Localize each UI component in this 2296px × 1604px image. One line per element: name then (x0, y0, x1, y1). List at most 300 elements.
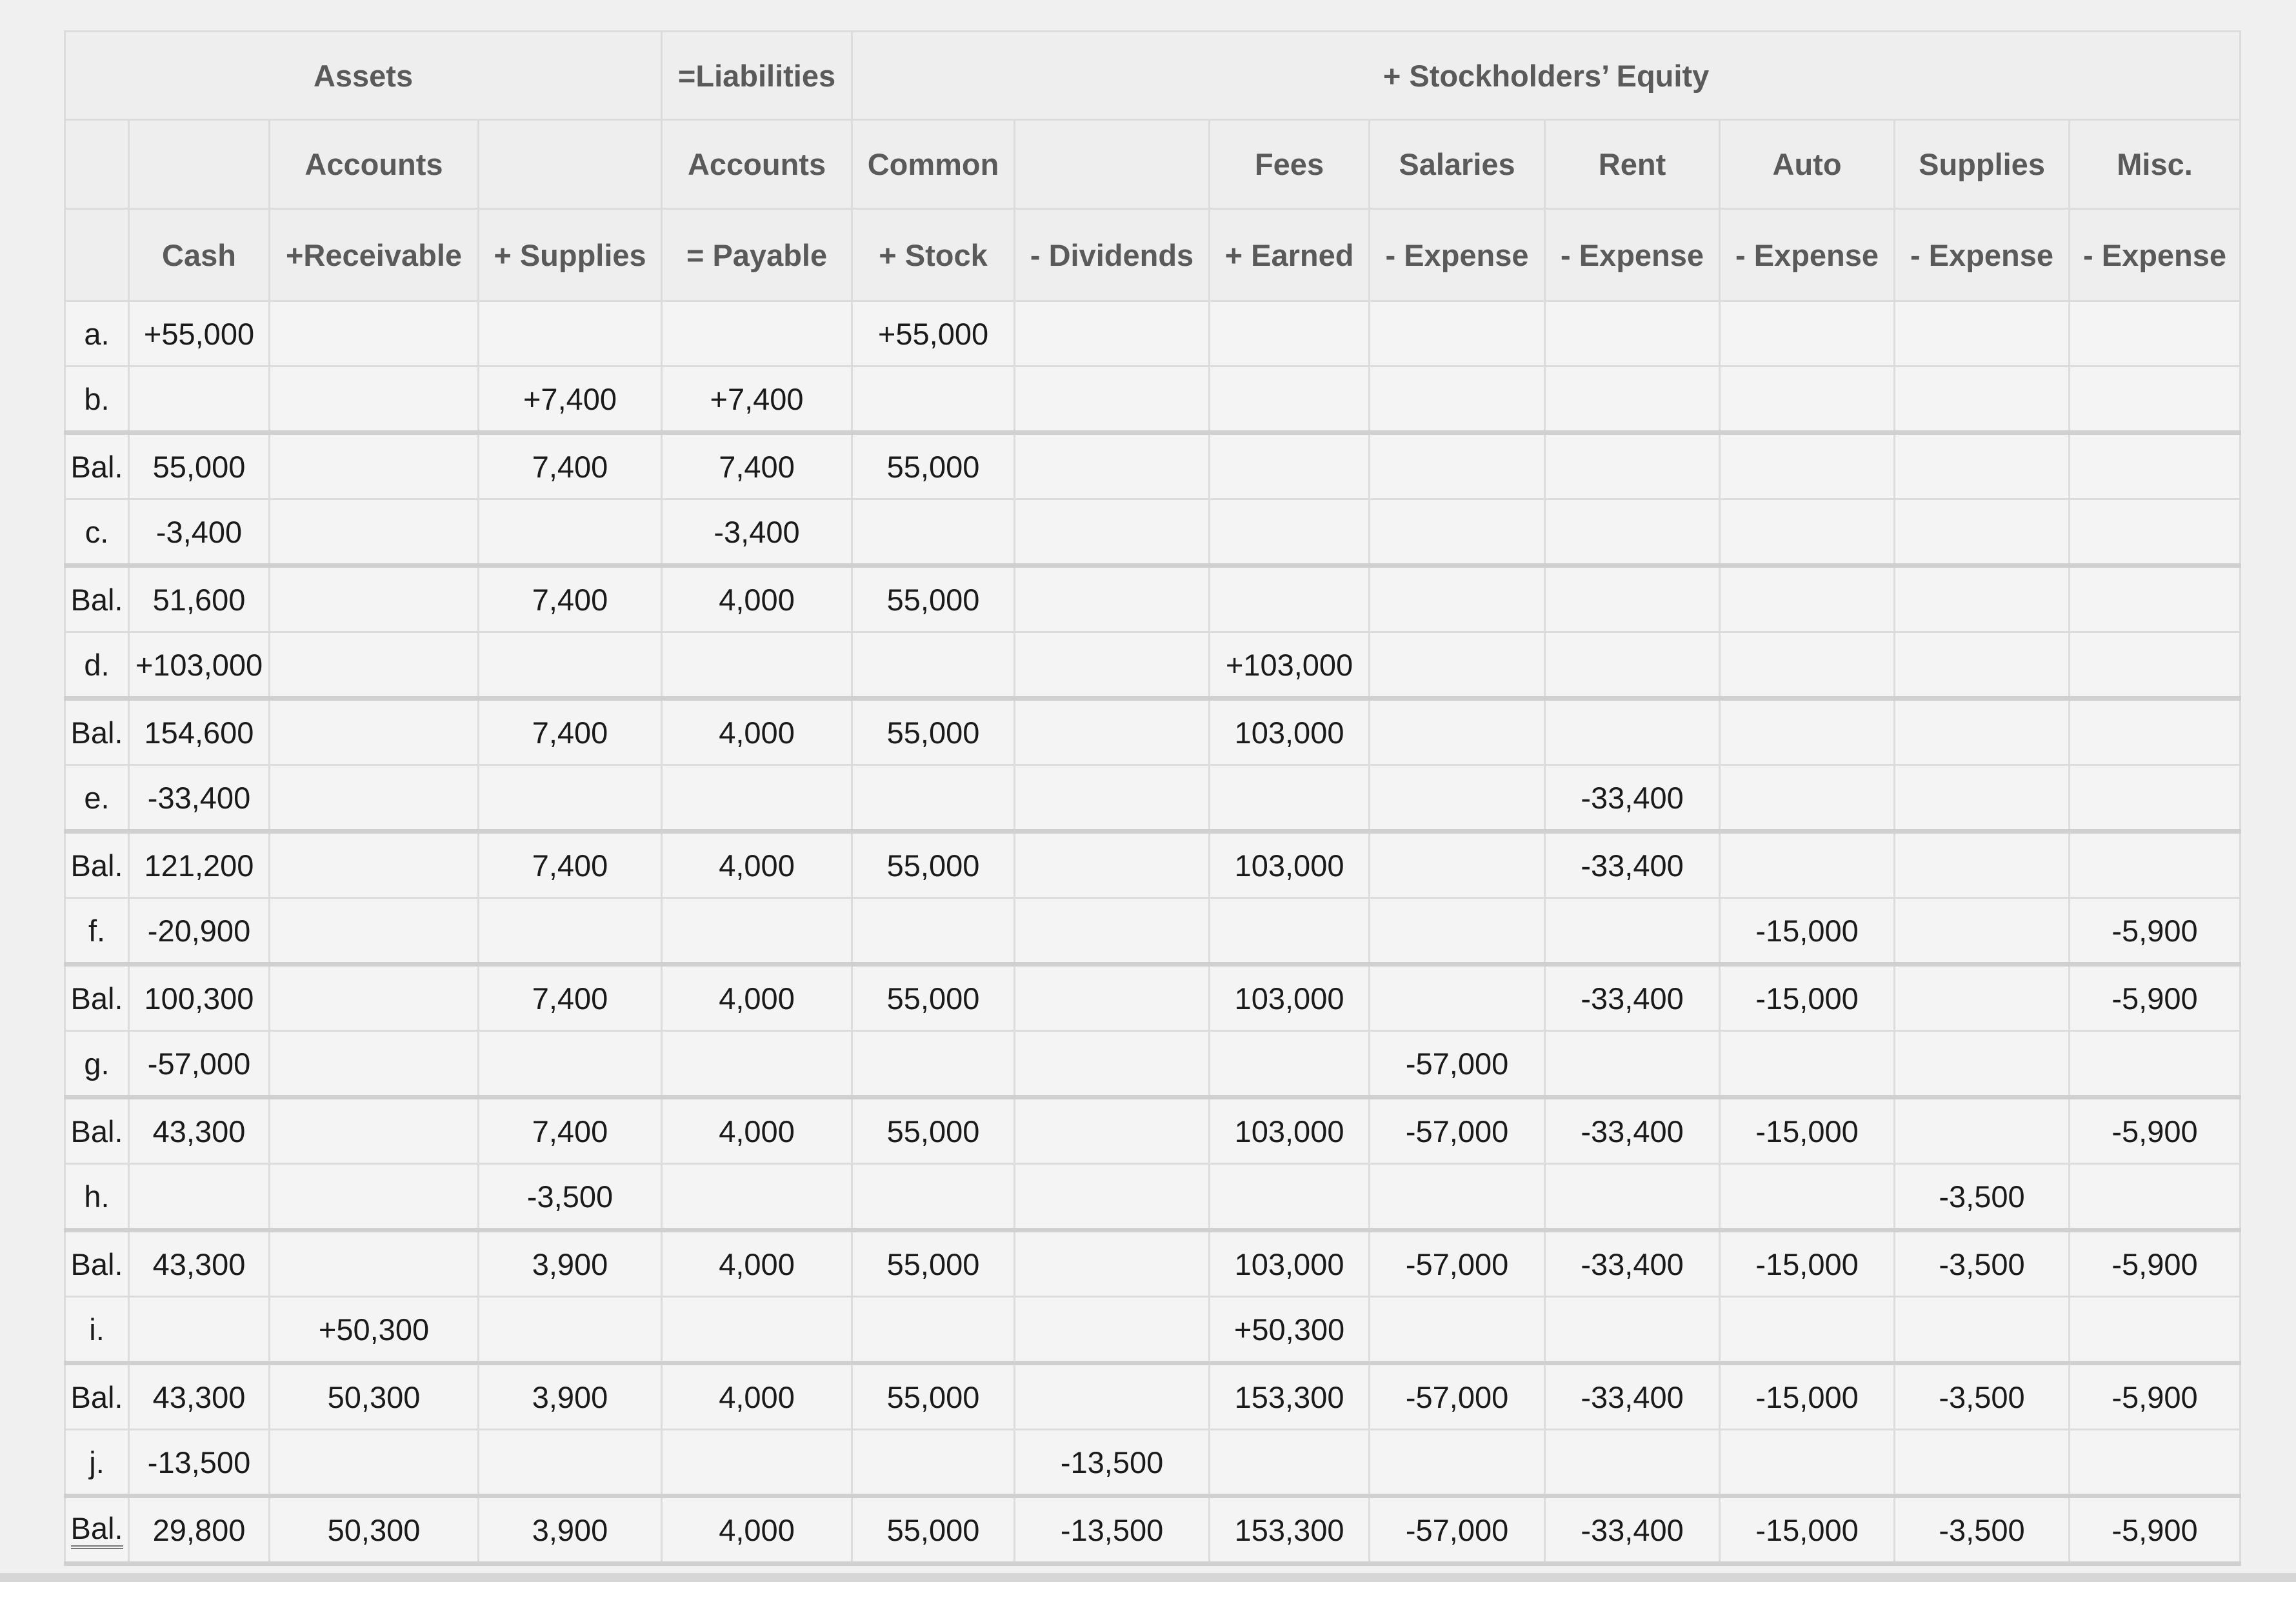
amount-cell: 7,400 (479, 1098, 662, 1164)
amount-cell (852, 1031, 1015, 1098)
amount-cell (1895, 499, 2070, 566)
amount-cell: 7,400 (479, 965, 662, 1031)
amount-cell (2070, 1430, 2241, 1496)
amount-cell (2070, 765, 2241, 832)
amount-cell (662, 301, 852, 366)
final-balance-label: Bal. (71, 1512, 123, 1549)
amount-cell (1720, 1430, 1895, 1496)
amount-cell (1370, 433, 1545, 499)
transaction-row (65, 1430, 2241, 1496)
amount-cell (1370, 632, 1545, 699)
amount-cell (1545, 898, 1720, 965)
amount-cell (1370, 499, 1545, 566)
amount-cell (1895, 965, 2070, 1031)
amount-cell: -3,500 (1895, 1230, 2070, 1297)
amount-cell: -5,900 (2070, 965, 2241, 1031)
column-header-top-9: Rent (1545, 120, 1720, 209)
transaction-row (65, 366, 2241, 433)
balance-row (65, 1098, 2241, 1164)
column-header-bottom-2: +Receivable (270, 209, 479, 301)
row-label: j. (65, 1430, 129, 1496)
amount-cell (1720, 566, 1895, 632)
assets-header: Assets (65, 32, 662, 120)
amount-cell (1895, 366, 2070, 433)
column-header-bottom-11: - Expense (1895, 209, 2070, 301)
amount-cell (2070, 301, 2241, 366)
amount-cell: 4,000 (662, 699, 852, 765)
amount-cell: 154,600 (129, 699, 270, 765)
amount-cell (1210, 499, 1370, 566)
amount-cell (1015, 632, 1210, 699)
amount-cell (662, 898, 852, 965)
amount-cell (2070, 1031, 2241, 1098)
amount-cell (1015, 366, 1210, 433)
amount-cell: -33,400 (1545, 1098, 1720, 1164)
amount-cell: 55,000 (852, 433, 1015, 499)
column-header-top-5: Common (852, 120, 1015, 209)
amount-cell (270, 832, 479, 898)
amount-cell (2070, 699, 2241, 765)
amount-cell (1015, 433, 1210, 499)
amount-cell: 43,300 (129, 1098, 270, 1164)
amount-cell: +50,300 (270, 1297, 479, 1363)
amount-cell: -57,000 (1370, 1496, 1545, 1564)
amount-cell: 55,000 (852, 566, 1015, 632)
amount-cell: 55,000 (852, 1363, 1015, 1430)
amount-cell (662, 1031, 852, 1098)
amount-cell (1370, 1297, 1545, 1363)
transaction-row (65, 632, 2241, 699)
amount-cell: 7,400 (479, 699, 662, 765)
amount-cell (1720, 1031, 1895, 1098)
amount-cell: -3,400 (662, 499, 852, 566)
amount-cell: -33,400 (129, 765, 270, 832)
row-label: h. (65, 1164, 129, 1230)
amount-cell (270, 1031, 479, 1098)
amount-cell (1210, 765, 1370, 832)
amount-cell: -33,400 (1545, 1363, 1720, 1430)
amount-cell (1015, 898, 1210, 965)
amount-cell (1720, 632, 1895, 699)
balance-row (65, 699, 2241, 765)
amount-cell (1545, 1031, 1720, 1098)
amount-cell: -5,900 (2070, 1496, 2241, 1564)
amount-cell: -33,400 (1545, 765, 1720, 832)
amount-cell (1210, 898, 1370, 965)
transaction-row (65, 1031, 2241, 1098)
amount-cell: 103,000 (1210, 965, 1370, 1031)
column-header-bottom-8: - Expense (1370, 209, 1545, 301)
row-label: g. (65, 1031, 129, 1098)
amount-cell: 55,000 (852, 699, 1015, 765)
amount-cell (1720, 499, 1895, 566)
amount-cell (1015, 499, 1210, 566)
amount-cell (2070, 832, 2241, 898)
column-header-top-4: Accounts (662, 120, 852, 209)
amount-cell (1210, 433, 1370, 499)
amount-cell (270, 632, 479, 699)
column-header-top-1 (129, 120, 270, 209)
amount-cell (1720, 366, 1895, 433)
amount-cell (1720, 1297, 1895, 1363)
amount-cell (270, 699, 479, 765)
balance-row (65, 832, 2241, 898)
amount-cell (1210, 1430, 1370, 1496)
amount-cell: 103,000 (1210, 832, 1370, 898)
row-label: Bal. (65, 1098, 129, 1164)
amount-cell (662, 765, 852, 832)
amount-cell: -5,900 (2070, 1363, 2241, 1430)
amount-cell: 7,400 (479, 566, 662, 632)
amount-cell: 3,900 (479, 1496, 662, 1564)
column-header-top-7: Fees (1210, 120, 1370, 209)
amount-cell: -57,000 (1370, 1363, 1545, 1430)
amount-cell (1720, 1164, 1895, 1230)
amount-cell (270, 1164, 479, 1230)
amount-cell: 4,000 (662, 566, 852, 632)
column-header-top-3 (479, 120, 662, 209)
amount-cell: -15,000 (1720, 965, 1895, 1031)
amount-cell (1015, 1031, 1210, 1098)
amount-cell: 29,800 (129, 1496, 270, 1564)
amount-cell: -15,000 (1720, 898, 1895, 965)
amount-cell (1015, 1297, 1210, 1363)
amount-cell: 50,300 (270, 1363, 479, 1430)
amount-cell (1210, 301, 1370, 366)
amount-cell: 55,000 (852, 832, 1015, 898)
amount-cell: -15,000 (1720, 1363, 1895, 1430)
amount-cell: -3,400 (129, 499, 270, 566)
column-header-bottom-5: + Stock (852, 209, 1015, 301)
amount-cell: 55,000 (852, 965, 1015, 1031)
amount-cell (479, 499, 662, 566)
amount-cell: 51,600 (129, 566, 270, 632)
amount-cell (1370, 1164, 1545, 1230)
amount-cell (129, 366, 270, 433)
amount-cell (1015, 301, 1210, 366)
amount-cell (1370, 566, 1545, 632)
amount-cell (1210, 1031, 1370, 1098)
amount-cell (1545, 1164, 1720, 1230)
amount-cell: +7,400 (479, 366, 662, 433)
amount-cell (1720, 433, 1895, 499)
equity-header: + Stockholders’ Equity (852, 32, 2241, 120)
amount-cell: 7,400 (662, 433, 852, 499)
amount-cell (270, 1098, 479, 1164)
row-label (65, 1496, 129, 1564)
amount-cell: 4,000 (662, 1496, 852, 1564)
column-header-bottom-12: - Expense (2070, 209, 2241, 301)
amount-cell: 4,000 (662, 1098, 852, 1164)
column-header-top-10: Auto (1720, 120, 1895, 209)
amount-cell (1370, 301, 1545, 366)
amount-cell (1370, 1430, 1545, 1496)
amount-cell (1545, 366, 1720, 433)
amount-cell: 50,300 (270, 1496, 479, 1564)
column-header-top-2: Accounts (270, 120, 479, 209)
amount-cell: -33,400 (1545, 1230, 1720, 1297)
amount-cell (1895, 699, 2070, 765)
transaction-row (65, 1164, 2241, 1230)
amount-cell: -20,900 (129, 898, 270, 965)
amount-cell (852, 1297, 1015, 1363)
amount-cell: -57,000 (1370, 1230, 1545, 1297)
balance-row (65, 1230, 2241, 1297)
amount-cell: -33,400 (1545, 832, 1720, 898)
amount-cell: 43,300 (129, 1230, 270, 1297)
row-label: e. (65, 765, 129, 832)
column-header-row-top (65, 120, 2241, 209)
amount-cell: -57,000 (1370, 1098, 1545, 1164)
amount-cell (1895, 1297, 2070, 1363)
transaction-row (65, 1297, 2241, 1363)
row-label: f. (65, 898, 129, 965)
amount-cell (1015, 965, 1210, 1031)
amount-cell: -33,400 (1545, 1496, 1720, 1564)
amount-cell (479, 1297, 662, 1363)
amount-cell (852, 1430, 1015, 1496)
amount-cell (1720, 301, 1895, 366)
amount-cell (1545, 433, 1720, 499)
amount-cell: -5,900 (2070, 1098, 2241, 1164)
amount-cell: 4,000 (662, 832, 852, 898)
amount-cell (1015, 566, 1210, 632)
amount-cell (270, 499, 479, 566)
amount-cell (1545, 1430, 1720, 1496)
amount-cell: 4,000 (662, 1230, 852, 1297)
amount-cell (1370, 699, 1545, 765)
amount-cell: -3,500 (1895, 1363, 2070, 1430)
amount-cell (1545, 499, 1720, 566)
amount-cell: 100,300 (129, 965, 270, 1031)
amount-cell (1370, 832, 1545, 898)
amount-cell (1545, 699, 1720, 765)
column-header-bottom-10: - Expense (1720, 209, 1895, 301)
amount-cell (479, 1430, 662, 1496)
row-label: a. (65, 301, 129, 366)
amount-cell: -57,000 (1370, 1031, 1545, 1098)
amount-cell (852, 1164, 1015, 1230)
balance-row (65, 433, 2241, 499)
amount-cell: 103,000 (1210, 699, 1370, 765)
balance-row (65, 965, 2241, 1031)
amount-cell (1895, 1098, 2070, 1164)
amount-cell: 153,300 (1210, 1496, 1370, 1564)
amount-cell: 55,000 (852, 1098, 1015, 1164)
amount-cell: -13,500 (1015, 1496, 1210, 1564)
amount-cell: 3,900 (479, 1363, 662, 1430)
amount-cell (2070, 366, 2241, 433)
row-label: d. (65, 632, 129, 699)
amount-cell (1015, 1164, 1210, 1230)
amount-cell (662, 1430, 852, 1496)
amount-cell: 7,400 (479, 433, 662, 499)
amount-cell (1210, 566, 1370, 632)
amount-cell: -15,000 (1720, 1496, 1895, 1564)
amount-cell (1895, 566, 2070, 632)
amount-cell: +55,000 (852, 301, 1015, 366)
amount-cell (270, 765, 479, 832)
amount-cell (479, 1031, 662, 1098)
amount-cell: -5,900 (2070, 1230, 2241, 1297)
amount-cell (270, 965, 479, 1031)
amount-cell (1015, 765, 1210, 832)
amount-cell (1895, 301, 2070, 366)
amount-cell (852, 765, 1015, 832)
amount-cell: +103,000 (129, 632, 270, 699)
amount-cell (270, 301, 479, 366)
transaction-row (65, 301, 2241, 366)
amount-cell (1370, 898, 1545, 965)
amount-cell (1545, 632, 1720, 699)
column-header-bottom-6: - Dividends (1015, 209, 1210, 301)
liabilities-header: =Liabilities (662, 32, 852, 120)
amount-cell: +50,300 (1210, 1297, 1370, 1363)
row-label: Bal. (65, 965, 129, 1031)
amount-cell (1015, 1363, 1210, 1430)
amount-cell (479, 632, 662, 699)
amount-cell: +7,400 (662, 366, 852, 433)
column-header-bottom-0 (65, 209, 129, 301)
amount-cell (1015, 1098, 1210, 1164)
amount-cell (1210, 366, 1370, 433)
column-header-bottom-4: = Payable (662, 209, 852, 301)
amount-cell (1545, 1297, 1720, 1363)
amount-cell (852, 366, 1015, 433)
amount-cell: -3,500 (1895, 1496, 2070, 1564)
amount-cell (1545, 566, 1720, 632)
transaction-row (65, 765, 2241, 832)
amount-cell: -15,000 (1720, 1230, 1895, 1297)
amount-cell (2070, 499, 2241, 566)
amount-cell: -13,500 (1015, 1430, 1210, 1496)
amount-cell (270, 898, 479, 965)
amount-cell: 55,000 (852, 1496, 1015, 1564)
amount-cell: 103,000 (1210, 1098, 1370, 1164)
row-label: Bal. (65, 566, 129, 632)
amount-cell (1895, 765, 2070, 832)
amount-cell (479, 898, 662, 965)
amount-cell (852, 632, 1015, 699)
amount-cell (1895, 632, 2070, 699)
amount-cell (1720, 765, 1895, 832)
amount-cell: 4,000 (662, 1363, 852, 1430)
column-header-top-0 (65, 120, 129, 209)
amount-cell (1895, 898, 2070, 965)
column-header-top-8: Salaries (1370, 120, 1545, 209)
amount-cell (662, 1297, 852, 1363)
amount-cell (129, 1297, 270, 1363)
amount-cell (1545, 301, 1720, 366)
column-header-bottom-9: - Expense (1545, 209, 1720, 301)
row-label: Bal. (65, 832, 129, 898)
column-header-top-6 (1015, 120, 1210, 209)
amount-cell (2070, 1164, 2241, 1230)
amount-cell: 43,300 (129, 1363, 270, 1430)
amount-cell (1210, 1164, 1370, 1230)
row-label: i. (65, 1297, 129, 1363)
amount-cell (479, 301, 662, 366)
column-header-bottom-1: Cash (129, 209, 270, 301)
amount-cell: +55,000 (129, 301, 270, 366)
amount-cell: 55,000 (129, 433, 270, 499)
amount-cell (1015, 832, 1210, 898)
column-header-top-11: Supplies (1895, 120, 2070, 209)
amount-cell: 3,900 (479, 1230, 662, 1297)
column-header-bottom-7: + Earned (1210, 209, 1370, 301)
amount-cell: 121,200 (129, 832, 270, 898)
amount-cell (852, 898, 1015, 965)
amount-cell (1015, 699, 1210, 765)
amount-cell: -3,500 (479, 1164, 662, 1230)
amount-cell (662, 632, 852, 699)
amount-cell (1720, 832, 1895, 898)
amount-cell (2070, 433, 2241, 499)
amount-cell: 103,000 (1210, 1230, 1370, 1297)
column-header-row-bottom (65, 209, 2241, 301)
amount-cell: -57,000 (129, 1031, 270, 1098)
row-label: Bal. (65, 1230, 129, 1297)
amount-cell (270, 1430, 479, 1496)
accounting-equation-table (64, 30, 2241, 1566)
amount-cell (1370, 366, 1545, 433)
amount-cell (1015, 1230, 1210, 1297)
amount-cell (2070, 632, 2241, 699)
transaction-row (65, 898, 2241, 965)
row-label: c. (65, 499, 129, 566)
transaction-rows (65, 301, 2241, 1564)
amount-cell: -33,400 (1545, 965, 1720, 1031)
amount-cell (270, 366, 479, 433)
amount-cell: 7,400 (479, 832, 662, 898)
amount-cell (1895, 832, 2070, 898)
amount-cell: -13,500 (129, 1430, 270, 1496)
amount-cell: -3,500 (1895, 1164, 2070, 1230)
balance-row (65, 566, 2241, 632)
amount-cell (2070, 566, 2241, 632)
amount-cell: +103,000 (1210, 632, 1370, 699)
amount-cell (270, 566, 479, 632)
amount-cell (270, 433, 479, 499)
transaction-row (65, 499, 2241, 566)
amount-cell (2070, 1297, 2241, 1363)
column-header-top-12: Misc. (2070, 120, 2241, 209)
amount-cell (1370, 765, 1545, 832)
amount-cell (1895, 1430, 2070, 1496)
amount-cell (479, 765, 662, 832)
amount-cell: -15,000 (1720, 1098, 1895, 1164)
amount-cell (1895, 1031, 2070, 1098)
row-label: Bal. (65, 1363, 129, 1430)
amount-cell: -5,900 (2070, 898, 2241, 965)
amount-cell: 4,000 (662, 965, 852, 1031)
amount-cell (129, 1164, 270, 1230)
amount-cell (662, 1164, 852, 1230)
row-label: Bal. (65, 433, 129, 499)
amount-cell (1370, 965, 1545, 1031)
row-label: Bal. (65, 699, 129, 765)
balance-row (65, 1363, 2241, 1430)
amount-cell: 55,000 (852, 1230, 1015, 1297)
amount-cell (1895, 433, 2070, 499)
amount-cell (270, 1230, 479, 1297)
amount-cell (852, 499, 1015, 566)
group-header-row (65, 32, 2241, 120)
amount-cell (1720, 699, 1895, 765)
balance-row (65, 1496, 2241, 1564)
row-label: b. (65, 366, 129, 433)
column-header-bottom-3: + Supplies (479, 209, 662, 301)
